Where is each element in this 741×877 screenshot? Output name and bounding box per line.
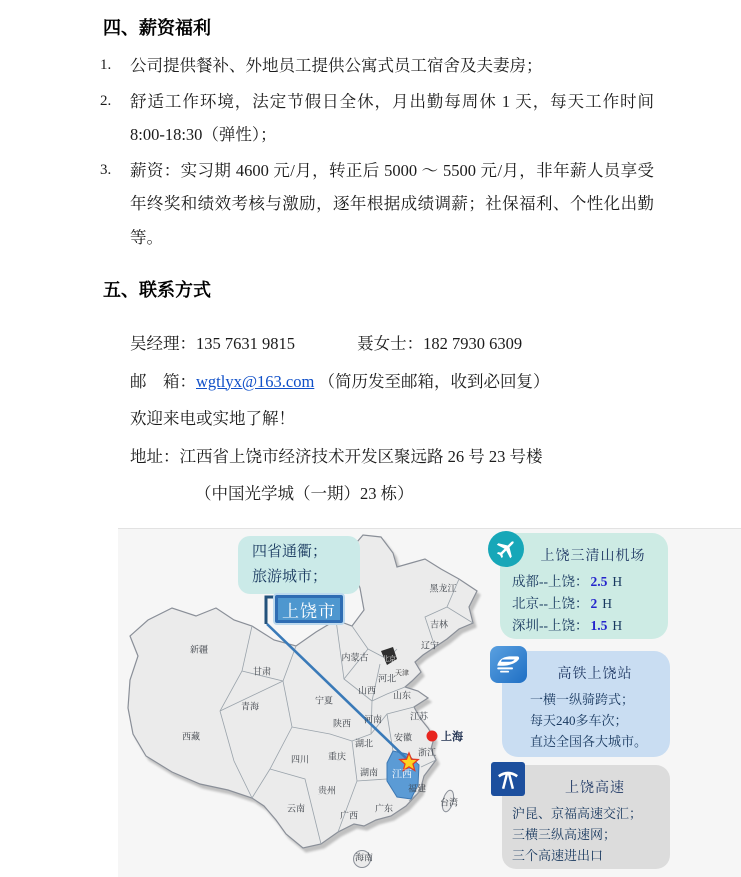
map-province-label: 青海 xyxy=(240,701,260,712)
contact1-label: 吴经理： xyxy=(130,334,196,353)
airport-panel xyxy=(500,533,668,639)
highway-line: 三横三纵高速网； xyxy=(512,827,617,842)
flight-hours: 2 xyxy=(590,596,598,611)
email-label: 邮 箱： xyxy=(130,371,196,391)
train-icon xyxy=(490,646,527,683)
callout-line1: 四省通衢； xyxy=(252,544,328,560)
map-province-label: 湖北 xyxy=(354,738,374,749)
highway-panel-title: 上饶高速 xyxy=(565,781,625,796)
airport-panel-title: 上饶三清山机场 xyxy=(540,549,646,564)
map-province-label: 河南 xyxy=(363,714,383,725)
transport-panels xyxy=(488,529,741,877)
address-line1: 江西省上饶市经济技术开发区聚远路 26 号 23 号楼 xyxy=(179,446,543,466)
list-item xyxy=(100,85,660,152)
shangrao-city-tag: 上饶市 xyxy=(275,595,343,623)
map-province-label: 广东 xyxy=(374,803,394,814)
flight-route: 北京--上饶： xyxy=(512,596,589,611)
map-province-label: 福建 xyxy=(407,783,427,794)
city-callout xyxy=(238,536,360,594)
flight-unit: H xyxy=(612,618,623,633)
map-province-label: 陕西 xyxy=(332,718,352,729)
rail-line: 直达全国各大城市。 xyxy=(530,734,648,749)
shanghai-dot xyxy=(427,731,438,742)
map-province-label: 四川 xyxy=(290,754,310,765)
map-province-label: 浙江 xyxy=(417,747,437,758)
email-note: （简历发至邮箱，收到必回复） xyxy=(318,371,550,391)
map-shanghai-label: 上海 xyxy=(441,731,463,743)
list-item-text: 公司提供餐补、外地员工提供公寓式员工宿舍及夫妻房； xyxy=(130,56,543,75)
map-province-label: 黑龙江 xyxy=(429,583,457,594)
contact2-label: 聂女士： xyxy=(357,334,424,353)
flight-time-row xyxy=(500,593,668,615)
map-province-label: 吉林 xyxy=(429,619,449,630)
address-label: 地址： xyxy=(130,446,180,466)
airplane-icon xyxy=(488,531,524,567)
flight-hours: 1.5 xyxy=(590,618,608,633)
list-item xyxy=(100,154,660,255)
map-province-label: 山东 xyxy=(392,690,412,701)
section5-heading: 五、联系方式 xyxy=(103,280,211,300)
benefit-list xyxy=(100,49,660,254)
location-infographic xyxy=(118,528,741,877)
section4-heading: 四、薪资福利 xyxy=(103,18,211,38)
map-province-label: 新疆 xyxy=(189,644,209,655)
contact-manager1 xyxy=(130,325,353,363)
flight-unit: H xyxy=(612,574,623,589)
list-item xyxy=(100,49,660,83)
flight-route: 成都--上饶： xyxy=(512,574,589,589)
map-province-label: 安徽 xyxy=(393,732,413,743)
map-province-label: 山西 xyxy=(357,685,377,696)
map-province-label: 台湾 xyxy=(439,797,459,808)
map-province-label: 重庆 xyxy=(327,751,347,762)
map-province-label: 湖南 xyxy=(359,767,379,778)
flight-time-row xyxy=(500,571,668,593)
contact-manager2 xyxy=(357,334,522,353)
map-province-label: 天津 xyxy=(395,670,409,677)
map-province-label: 辽宁 xyxy=(420,640,440,651)
map-province-label: 宁夏 xyxy=(314,695,334,706)
map-province-label: 内蒙古 xyxy=(341,652,369,663)
flight-time-row xyxy=(500,615,668,637)
list-item-text: 舒适工作环境，法定节假日全休，月出勤每周休 1 天，每天工作时间 8:00-18:30（弹性）； xyxy=(130,91,654,144)
contact1-phone: 135 7631 9815 xyxy=(196,334,295,353)
list-item-number: 1. xyxy=(100,57,112,73)
welcome-row: 欢迎来电或实地了解！ xyxy=(130,409,295,428)
map-province-label: 广西 xyxy=(339,810,359,821)
map-province-label: 西藏 xyxy=(181,731,201,742)
map-province-label: 贵州 xyxy=(317,785,337,796)
rail-line: 每天240多车次； xyxy=(530,713,628,728)
rail-line: 一横一纵骑跨式； xyxy=(530,692,635,707)
callout-line2: 旅游城市； xyxy=(252,569,328,585)
contact-block xyxy=(130,325,741,513)
address-row xyxy=(130,438,741,476)
rail-panel-title: 高铁上饶站 xyxy=(557,667,633,682)
contact-phones-row xyxy=(130,325,741,363)
map-province-label: 甘肃 xyxy=(252,666,272,677)
map-province-label: 北京 xyxy=(382,656,396,663)
contact-email-row xyxy=(130,363,741,401)
highway-line: 三个高速进出口 xyxy=(512,848,604,863)
map-province-label: 海南 xyxy=(354,852,374,863)
highway-line: 沪昆、京福高速交汇； xyxy=(512,806,643,821)
map-jiangxi-label: 江西 xyxy=(392,769,412,781)
flight-hours: 2.5 xyxy=(590,574,608,589)
motorway-icon xyxy=(491,762,525,796)
list-item-text: 薪资：实习期 4600 元/月，转正后 5000 ～ 5500 元/月，非年薪人员享受年终奖和绩效考核与激励，逐年根据成绩调薪；社保福利、个性化出勤等。 xyxy=(130,160,654,247)
map-province-label: 江苏 xyxy=(409,711,429,722)
map-province-label: 河北 xyxy=(377,673,397,684)
contact2-phone: 182 7930 6309 xyxy=(423,334,523,353)
email-link[interactable]: wgtlyx@163.com xyxy=(196,371,315,391)
list-item-number: 3. xyxy=(100,161,112,178)
list-item-number: 2. xyxy=(100,92,112,109)
rail-panel xyxy=(502,651,670,757)
highway-panel xyxy=(502,765,670,869)
flight-unit: H xyxy=(602,596,612,611)
address-row2: （中国光学城（一期）23 栋） xyxy=(195,484,414,503)
map-province-label: 云南 xyxy=(286,803,306,814)
flight-route: 深圳--上饶： xyxy=(512,618,589,633)
